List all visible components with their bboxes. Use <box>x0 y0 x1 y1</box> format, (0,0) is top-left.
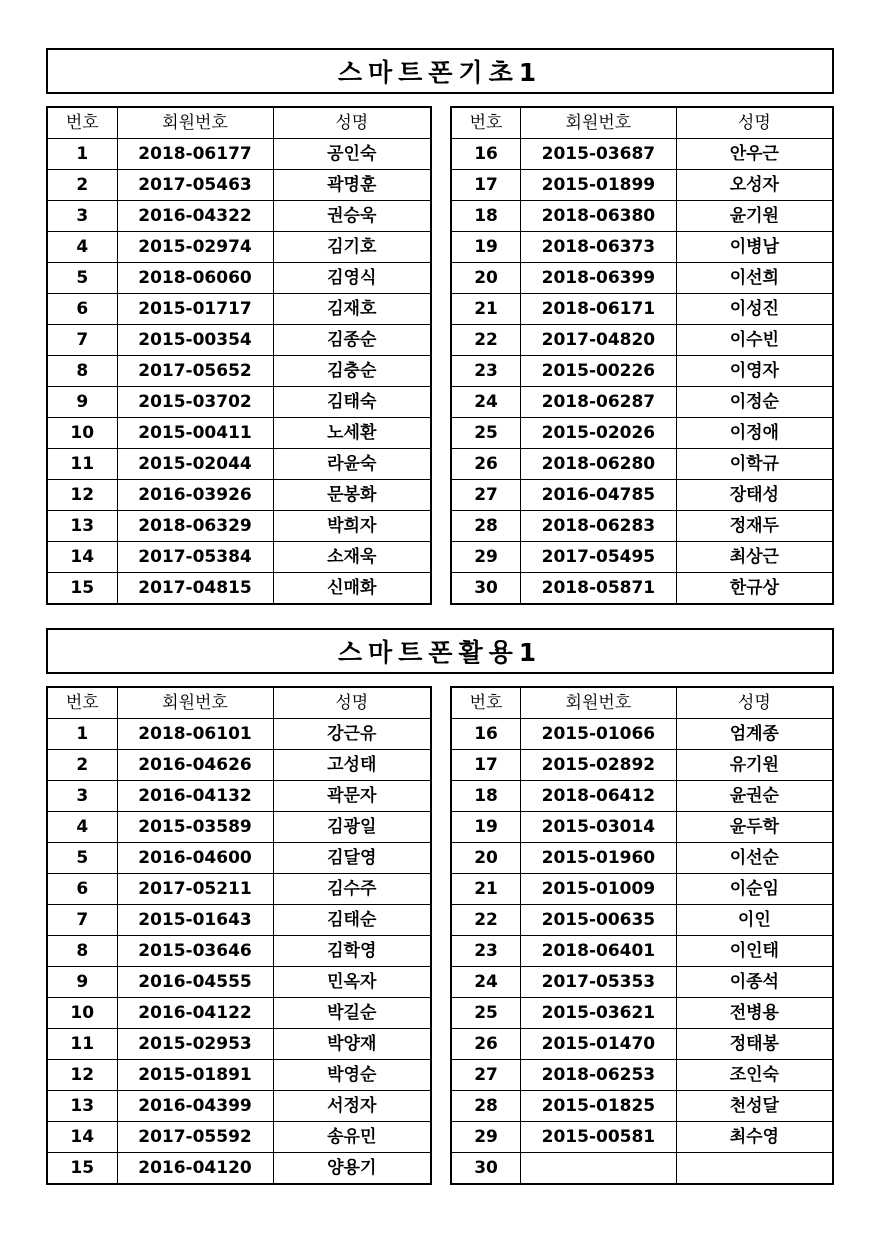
member-name: 이선희 <box>676 263 833 294</box>
member-id: 2018-06171 <box>521 294 677 325</box>
member-name: 이성진 <box>676 294 833 325</box>
table-row <box>47 294 431 325</box>
member-id: 2015-01066 <box>521 719 677 750</box>
member-id: 2016-04122 <box>117 998 273 1029</box>
row-number: 9 <box>47 387 117 418</box>
member-name: 소재욱 <box>273 542 431 573</box>
table-row <box>451 719 833 750</box>
member-id: 2015-02044 <box>117 449 273 480</box>
member-id: 2015-03014 <box>521 812 677 843</box>
table-row <box>47 812 431 843</box>
row-number: 30 <box>451 1153 521 1185</box>
section-smartphone-basics <box>46 48 834 614</box>
roster-table-right <box>450 686 834 1185</box>
member-name: 김영식 <box>273 263 431 294</box>
member-id: 2015-03687 <box>521 139 677 170</box>
table-row <box>47 719 431 750</box>
table-header-row <box>47 687 431 719</box>
roster-table-left <box>46 106 432 605</box>
header-member-id: 회원번호 <box>117 687 273 719</box>
member-name: 정태봉 <box>676 1029 833 1060</box>
member-id: 2018-06060 <box>117 263 273 294</box>
member-name: 최수영 <box>676 1122 833 1153</box>
row-number: 13 <box>47 1091 117 1122</box>
table-row <box>47 1153 431 1185</box>
member-id: 2016-04626 <box>117 750 273 781</box>
member-id: 2018-06280 <box>521 449 677 480</box>
member-name: 박희자 <box>273 511 431 542</box>
row-number: 3 <box>47 781 117 812</box>
member-name: 김태숙 <box>273 387 431 418</box>
member-id: 2018-06399 <box>521 263 677 294</box>
member-id <box>521 1153 677 1185</box>
table-row <box>451 1060 833 1091</box>
row-number: 12 <box>47 480 117 511</box>
roster-table-left <box>46 686 432 1185</box>
member-name: 박길순 <box>273 998 431 1029</box>
member-id: 2017-04815 <box>117 573 273 605</box>
member-name: 이학규 <box>676 449 833 480</box>
table-row <box>47 170 431 201</box>
row-number: 8 <box>47 936 117 967</box>
row-number: 23 <box>451 356 521 387</box>
header-member-id: 회원번호 <box>521 107 677 139</box>
row-number: 26 <box>451 1029 521 1060</box>
member-name: 이인태 <box>676 936 833 967</box>
member-id: 2018-06412 <box>521 781 677 812</box>
row-number: 10 <box>47 998 117 1029</box>
row-number: 14 <box>47 1122 117 1153</box>
table-row <box>47 201 431 232</box>
member-name: 유기원 <box>676 750 833 781</box>
member-id: 2015-01643 <box>117 905 273 936</box>
member-id: 2018-06380 <box>521 201 677 232</box>
member-name: 곽명훈 <box>273 170 431 201</box>
table-row <box>47 905 431 936</box>
row-number: 19 <box>451 812 521 843</box>
member-id: 2015-01009 <box>521 874 677 905</box>
row-number: 16 <box>451 139 521 170</box>
member-name: 공인숙 <box>273 139 431 170</box>
row-number: 10 <box>47 418 117 449</box>
table-row <box>47 936 431 967</box>
table-row <box>451 967 833 998</box>
table-row <box>451 998 833 1029</box>
header-member-id: 회원번호 <box>117 107 273 139</box>
member-name: 윤두학 <box>676 812 833 843</box>
member-name: 오성자 <box>676 170 833 201</box>
table-row <box>451 1091 833 1122</box>
table-row <box>451 511 833 542</box>
member-name: 전병용 <box>676 998 833 1029</box>
section-smartphone-usage <box>46 628 834 1194</box>
row-number: 29 <box>451 1122 521 1153</box>
member-name: 라윤숙 <box>273 449 431 480</box>
table-row <box>451 480 833 511</box>
member-id: 2015-01470 <box>521 1029 677 1060</box>
member-name: 안우근 <box>676 139 833 170</box>
row-number: 13 <box>47 511 117 542</box>
table-row <box>47 573 431 605</box>
member-name: 김달영 <box>273 843 431 874</box>
member-id: 2017-05384 <box>117 542 273 573</box>
table-row <box>47 1122 431 1153</box>
member-name: 김재호 <box>273 294 431 325</box>
member-id: 2015-01891 <box>117 1060 273 1091</box>
row-number: 5 <box>47 263 117 294</box>
member-id: 2015-00226 <box>521 356 677 387</box>
member-name: 김기호 <box>273 232 431 263</box>
member-id: 2018-05871 <box>521 573 677 605</box>
header-name: 성명 <box>273 687 431 719</box>
member-id: 2016-04132 <box>117 781 273 812</box>
member-name: 이정애 <box>676 418 833 449</box>
member-name: 이인 <box>676 905 833 936</box>
row-number: 11 <box>47 449 117 480</box>
row-number: 5 <box>47 843 117 874</box>
member-id: 2017-05463 <box>117 170 273 201</box>
member-id: 2017-04820 <box>521 325 677 356</box>
table-row <box>47 1091 431 1122</box>
header-number: 번호 <box>47 687 117 719</box>
member-id: 2018-06287 <box>521 387 677 418</box>
row-number: 1 <box>47 719 117 750</box>
table-row <box>451 325 833 356</box>
member-name: 윤권순 <box>676 781 833 812</box>
member-id: 2015-03621 <box>521 998 677 1029</box>
row-number: 15 <box>47 573 117 605</box>
row-number: 3 <box>47 201 117 232</box>
member-name: 이병남 <box>676 232 833 263</box>
table-row <box>47 1029 431 1060</box>
member-name: 박영순 <box>273 1060 431 1091</box>
row-number: 24 <box>451 967 521 998</box>
member-id: 2015-02953 <box>117 1029 273 1060</box>
member-name: 김학영 <box>273 936 431 967</box>
member-name: 윤기원 <box>676 201 833 232</box>
table-row <box>47 998 431 1029</box>
row-number: 16 <box>451 719 521 750</box>
row-number: 26 <box>451 449 521 480</box>
table-row <box>47 387 431 418</box>
member-id: 2016-03926 <box>117 480 273 511</box>
member-name: 이수빈 <box>676 325 833 356</box>
member-name: 신매화 <box>273 573 431 605</box>
table-row <box>451 418 833 449</box>
member-name: 정재두 <box>676 511 833 542</box>
member-name: 김태순 <box>273 905 431 936</box>
member-id: 2016-04322 <box>117 201 273 232</box>
table-row <box>47 263 431 294</box>
table-row <box>451 263 833 294</box>
row-number: 23 <box>451 936 521 967</box>
member-id: 2015-01825 <box>521 1091 677 1122</box>
row-number: 6 <box>47 874 117 905</box>
table-row <box>451 812 833 843</box>
row-number: 30 <box>451 573 521 605</box>
member-id: 2016-04399 <box>117 1091 273 1122</box>
member-name: 한규상 <box>676 573 833 605</box>
row-number: 18 <box>451 781 521 812</box>
member-id: 2015-02974 <box>117 232 273 263</box>
table-row <box>451 139 833 170</box>
member-name: 박양재 <box>273 1029 431 1060</box>
member-id: 2015-00411 <box>117 418 273 449</box>
member-name: 서정자 <box>273 1091 431 1122</box>
member-id: 2016-04600 <box>117 843 273 874</box>
table-row <box>47 418 431 449</box>
table-row <box>47 511 431 542</box>
table-row <box>451 387 833 418</box>
member-id: 2015-03702 <box>117 387 273 418</box>
member-name: 김충순 <box>273 356 431 387</box>
member-name: 곽문자 <box>273 781 431 812</box>
header-number: 번호 <box>451 687 521 719</box>
member-name: 문봉화 <box>273 480 431 511</box>
row-number: 20 <box>451 263 521 294</box>
row-number: 17 <box>451 170 521 201</box>
member-id: 2018-06177 <box>117 139 273 170</box>
member-name: 엄계종 <box>676 719 833 750</box>
table-row <box>451 201 833 232</box>
header-number: 번호 <box>47 107 117 139</box>
header-name: 성명 <box>676 107 833 139</box>
table-row <box>47 750 431 781</box>
header-name: 성명 <box>273 107 431 139</box>
table-row <box>451 1153 833 1185</box>
member-name: 양용기 <box>273 1153 431 1185</box>
member-name: 이선순 <box>676 843 833 874</box>
row-number: 7 <box>47 905 117 936</box>
row-number: 14 <box>47 542 117 573</box>
table-row <box>451 936 833 967</box>
member-name: 천성달 <box>676 1091 833 1122</box>
row-number: 2 <box>47 170 117 201</box>
member-id: 2015-00635 <box>521 905 677 936</box>
row-number: 17 <box>451 750 521 781</box>
member-id: 2015-01960 <box>521 843 677 874</box>
row-number: 27 <box>451 1060 521 1091</box>
member-name: 장태성 <box>676 480 833 511</box>
table-row <box>451 232 833 263</box>
row-number: 4 <box>47 232 117 263</box>
member-id: 2015-02892 <box>521 750 677 781</box>
table-row <box>47 449 431 480</box>
table-row <box>451 542 833 573</box>
table-row <box>47 874 431 905</box>
table-row <box>451 874 833 905</box>
header-number: 번호 <box>451 107 521 139</box>
table-row <box>47 542 431 573</box>
table-row <box>451 905 833 936</box>
table-row <box>451 1122 833 1153</box>
row-number: 28 <box>451 1091 521 1122</box>
row-number: 6 <box>47 294 117 325</box>
header-name: 성명 <box>676 687 833 719</box>
row-number: 21 <box>451 294 521 325</box>
member-id: 2017-05495 <box>521 542 677 573</box>
row-number: 20 <box>451 843 521 874</box>
table-row <box>47 325 431 356</box>
table-header-row <box>451 687 833 719</box>
member-id: 2017-05353 <box>521 967 677 998</box>
member-name: 조인숙 <box>676 1060 833 1091</box>
row-number: 11 <box>47 1029 117 1060</box>
member-id: 2017-05592 <box>117 1122 273 1153</box>
member-name: 이영자 <box>676 356 833 387</box>
member-id: 2015-03589 <box>117 812 273 843</box>
member-name: 노세환 <box>273 418 431 449</box>
table-header-row <box>451 107 833 139</box>
member-name: 송유민 <box>273 1122 431 1153</box>
table-row <box>451 449 833 480</box>
row-number: 21 <box>451 874 521 905</box>
row-number: 2 <box>47 750 117 781</box>
member-name: 강근유 <box>273 719 431 750</box>
table-row <box>451 1029 833 1060</box>
row-number: 22 <box>451 905 521 936</box>
table-row <box>451 294 833 325</box>
member-name: 김광일 <box>273 812 431 843</box>
member-id: 2018-06101 <box>117 719 273 750</box>
header-member-id: 회원번호 <box>521 687 677 719</box>
table-row <box>451 170 833 201</box>
member-name: 최상근 <box>676 542 833 573</box>
member-id: 2016-04785 <box>521 480 677 511</box>
table-row <box>47 139 431 170</box>
member-id: 2018-06401 <box>521 936 677 967</box>
table-row <box>451 573 833 605</box>
table-row <box>47 1060 431 1091</box>
table-row <box>451 356 833 387</box>
member-name: 고성태 <box>273 750 431 781</box>
member-id: 2018-06373 <box>521 232 677 263</box>
roster-table-right <box>450 106 834 605</box>
row-number: 8 <box>47 356 117 387</box>
row-number: 18 <box>451 201 521 232</box>
table-row <box>47 480 431 511</box>
member-id: 2015-00354 <box>117 325 273 356</box>
member-name <box>676 1153 833 1185</box>
member-id: 2017-05652 <box>117 356 273 387</box>
member-id: 2015-01717 <box>117 294 273 325</box>
member-name: 김수주 <box>273 874 431 905</box>
member-id: 2015-00581 <box>521 1122 677 1153</box>
member-name: 이정순 <box>676 387 833 418</box>
section-title: 스마트폰기초1 <box>46 48 834 94</box>
member-id: 2018-06253 <box>521 1060 677 1091</box>
table-header-row <box>47 107 431 139</box>
member-id: 2017-05211 <box>117 874 273 905</box>
table-row <box>47 356 431 387</box>
row-number: 22 <box>451 325 521 356</box>
member-id: 2018-06329 <box>117 511 273 542</box>
member-name: 민옥자 <box>273 967 431 998</box>
member-id: 2016-04120 <box>117 1153 273 1185</box>
row-number: 24 <box>451 387 521 418</box>
row-number: 12 <box>47 1060 117 1091</box>
row-number: 25 <box>451 998 521 1029</box>
table-row <box>47 232 431 263</box>
member-id: 2015-03646 <box>117 936 273 967</box>
section-title: 스마트폰활용1 <box>46 628 834 674</box>
table-row <box>47 781 431 812</box>
row-number: 9 <box>47 967 117 998</box>
row-number: 15 <box>47 1153 117 1185</box>
row-number: 19 <box>451 232 521 263</box>
member-id: 2015-01899 <box>521 170 677 201</box>
member-name: 이순임 <box>676 874 833 905</box>
row-number: 4 <box>47 812 117 843</box>
table-row <box>451 843 833 874</box>
member-name: 권승욱 <box>273 201 431 232</box>
table-row <box>451 750 833 781</box>
member-name: 김종순 <box>273 325 431 356</box>
row-number: 27 <box>451 480 521 511</box>
row-number: 25 <box>451 418 521 449</box>
member-name: 이종석 <box>676 967 833 998</box>
member-id: 2015-02026 <box>521 418 677 449</box>
row-number: 1 <box>47 139 117 170</box>
member-id: 2018-06283 <box>521 511 677 542</box>
member-id: 2016-04555 <box>117 967 273 998</box>
table-row <box>47 843 431 874</box>
row-number: 28 <box>451 511 521 542</box>
table-row <box>451 781 833 812</box>
table-row <box>47 967 431 998</box>
row-number: 29 <box>451 542 521 573</box>
row-number: 7 <box>47 325 117 356</box>
